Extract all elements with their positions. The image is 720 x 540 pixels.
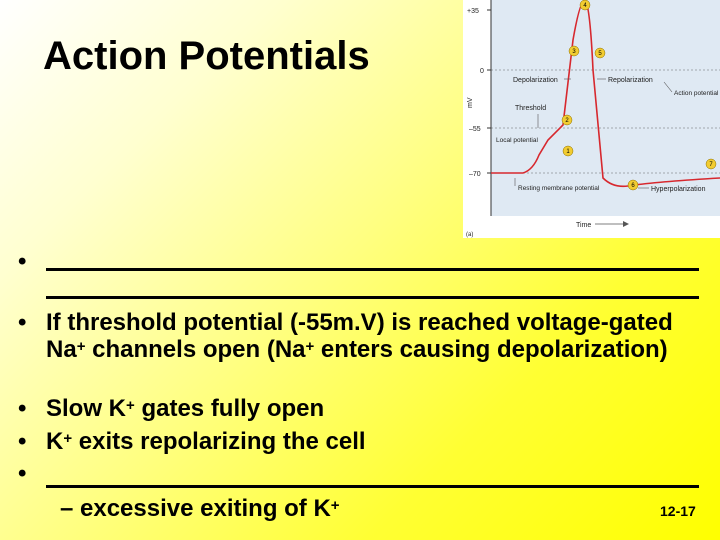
blank-line: [46, 485, 699, 488]
label-action-potential: Action potential: [674, 90, 719, 97]
label-repolarization: Repolarization: [608, 77, 653, 84]
step-marker-4: 4: [583, 3, 587, 9]
blank-line: [46, 296, 699, 299]
sub-bullet-excessive-k: – excessive exiting of K+: [60, 495, 340, 522]
bullet-dot: •: [18, 248, 27, 275]
x-axis-label: Time: [576, 222, 592, 229]
slide-number: 12-17: [660, 503, 696, 519]
step-marker-5: 5: [598, 51, 602, 57]
step-marker-1: 1: [566, 149, 570, 155]
step-marker-3: 3: [572, 49, 576, 55]
label-depolarization: Depolarization: [513, 77, 558, 84]
bullet-slow-k-gates: Slow K+ gates fully open: [46, 395, 325, 422]
label-local-potential: Local potential: [496, 137, 538, 144]
label-hyperpolarization: Hyperpolarization: [651, 186, 706, 193]
tick-0: 0: [480, 68, 484, 75]
slide-title: Action Potentials: [43, 34, 370, 78]
step-marker-7: 7: [709, 162, 713, 168]
action-potential-figure: [463, 0, 720, 238]
label-resting: Resting membrane potential: [518, 185, 600, 192]
panel-label: (a): [466, 232, 474, 238]
label-threshold: Threshold: [515, 105, 547, 112]
blank-line: [46, 268, 699, 271]
tick-minus70: –70: [469, 171, 481, 178]
bullet-dot: •: [18, 460, 27, 487]
bullet-dot: •: [18, 428, 27, 455]
bullet-k-exits: K+ exits repolarizing the cell: [46, 428, 366, 455]
bullet-dot: •: [18, 309, 27, 336]
step-marker-6: 6: [631, 183, 635, 189]
step-marker-2: 2: [565, 118, 569, 124]
bullet-threshold: If threshold potential (-55m.V) is reached voltage-gated Na+ channels open (Na+ enters causing depolarization): [46, 309, 673, 363]
tick-minus55: –55: [469, 126, 481, 133]
bullet-dot: •: [18, 395, 27, 422]
tick-plus35: +35: [467, 8, 479, 15]
y-axis-label: mV: [467, 97, 474, 108]
action-potential-graph: [463, 0, 720, 238]
